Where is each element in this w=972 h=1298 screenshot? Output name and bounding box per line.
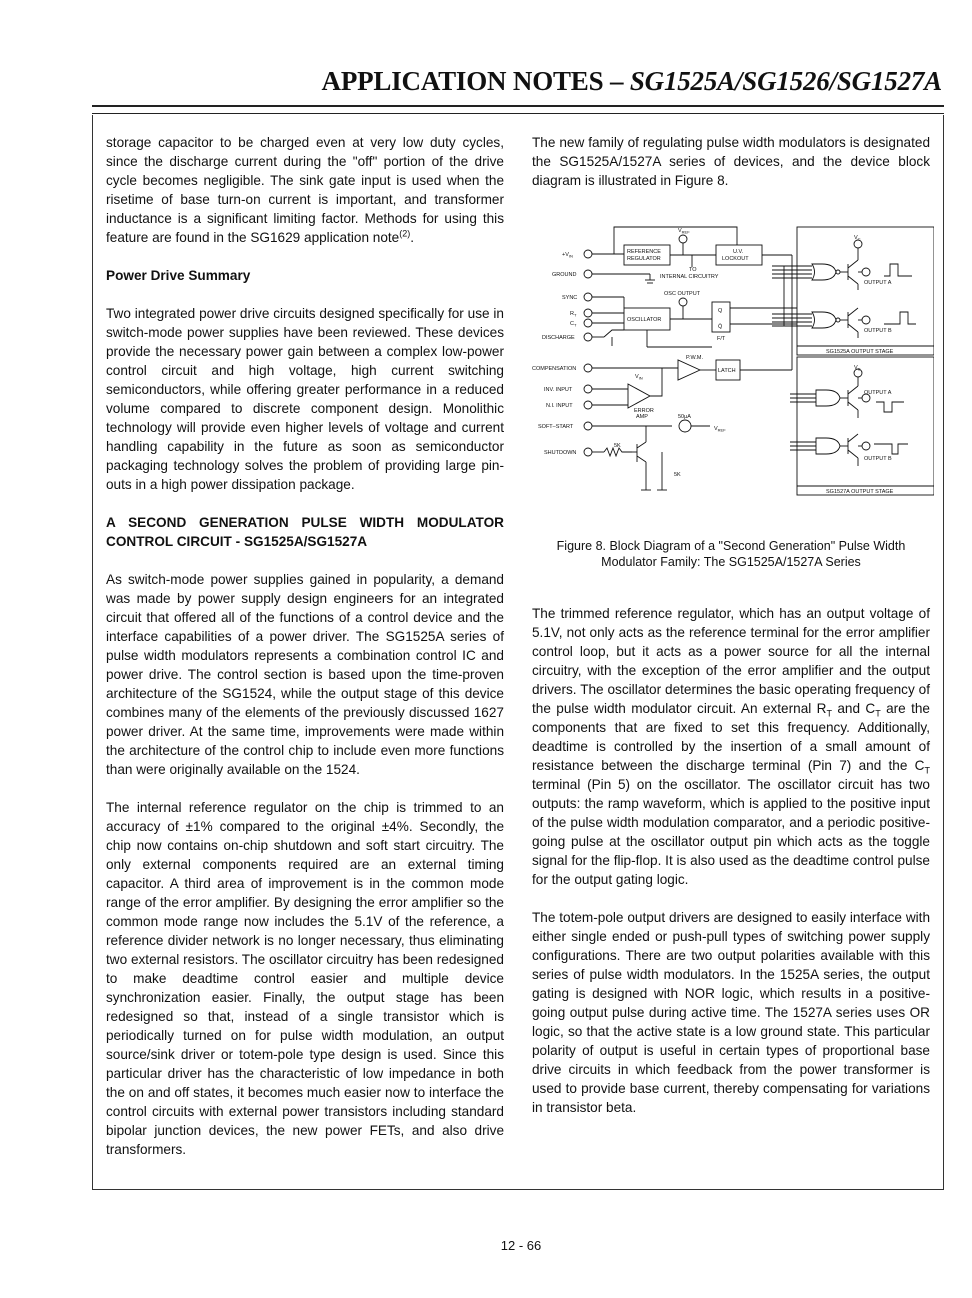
label-qbar: Q̄ — [718, 324, 723, 330]
label-q: Q — [718, 308, 723, 314]
label-lockout: LOCKOUT — [722, 256, 749, 262]
label-discharge: DISCHARGE — [542, 335, 575, 341]
label-vin: $+V_{IN}$ — [562, 252, 573, 259]
right-column — [532, 133, 930, 190]
heading-second-generation: A SECOND GENERATION PULSE WIDTH MODULATOR CONTROL CIRCUIT - SG1525A/SG1527A — [106, 515, 504, 549]
label-compensation: COMPENSATION — [532, 366, 577, 372]
header-part-numbers: SG1525A/SG1526/SG1527A — [629, 66, 942, 96]
label-ct: $C_T$ — [570, 321, 577, 328]
label-oscillator: OSCILLATOR — [627, 317, 662, 323]
label-inv-input: INV. INPUT — [544, 387, 573, 393]
label-vc-a: $V_C$ — [854, 235, 861, 242]
header-rule-thick — [92, 105, 944, 107]
label-internal-circuitry: INTERNAL CIRCUITRY — [660, 274, 719, 280]
label-osc-output: OSC OUTPUT — [664, 291, 701, 297]
label-error: ERROR — [634, 408, 654, 414]
block-diagram-svg — [532, 222, 934, 498]
heading-power-drive-summary: Power Drive Summary — [106, 268, 251, 283]
paragraph-text: storage capacitor to be charged even at very low duty cycles, since the discharge current during the "off" portion of the drive cycle becomes negligible. The sink gate input is used when the risetime of base turn-on current is important, and transformer inductance is a significant limiting factor. Methods for using this feature are found in the SG1629 application note — [106, 135, 504, 245]
label-sync: SYNC — [562, 295, 578, 301]
label-shutdown: SHUTDOWN — [544, 450, 577, 456]
figure-caption: Figure 8. Block Diagram of a "Second Generation" Pulse Width Modulator Family: The SG1525A/1527A Series — [556, 539, 906, 569]
paragraph-end: . — [410, 230, 415, 245]
reference-superscript: (2) — [399, 228, 411, 239]
label-ft: F/T — [717, 336, 726, 342]
header-rule-thin — [92, 113, 944, 114]
label-output-b-1527: OUTPUT B — [864, 456, 892, 462]
label-rt: $R_T$ — [570, 311, 577, 318]
label-soft-start: SOFT–START — [538, 424, 574, 430]
label-ni-input: N.I. INPUT — [546, 403, 573, 409]
label-amp: AMP — [636, 414, 648, 420]
block-diagram — [532, 222, 934, 498]
label-uv: U.V. — [733, 249, 744, 255]
left-column — [106, 133, 504, 1159]
paragraph-power-drive: Two integrated power drive circuits designed specifically for use in switch-mode power supplies have been reviewed. These devices provide the necessary power gain between a complex low-power control circuit and high voltage, high current switching semiconductors, while offering greater performance in a reduced volume compared to discrete component design. Monolithic technology will provide even higher levels of voltage and current handling capability in the future as soon as semiconductor packaging technology solves the problem of providing large pin-outs in a high power dissipation package. — [106, 306, 504, 492]
label-resistor-5k-b: 5K — [674, 472, 681, 478]
label-stage-1525: SG1525A OUTPUT STAGE — [826, 349, 894, 355]
label-ground: GROUND — [552, 272, 577, 278]
paragraph-totem-pole: The totem-pole output drivers are designed to easily interface with either single ended or push-pull types of switching power supply configurations. There are two output polarities available with this series of pulse width modulators. In the 1525A series, the output gating is designed with NOR logic, which results in a positive-going output pulse during active time. The 1527A series uses OR logic, so that the active state is a low ground state. This particular polarity of output is useful in certain types of proportional base drive circuits in which feedback from the power transformer is used to provide base current, thereby compensating for variations in transistor beta. — [532, 910, 930, 1115]
label-vref-ss: $V_{REF}$ — [714, 426, 726, 433]
paragraph-trimmed-reference: The trimmed reference regulator, which has an output voltage of 5.1V, not only acts as the reference terminal for the error amplifier control loop, but it acts as a power source for all the internal circuitry, with the exception of the error amplifier and the output drivers. The oscillator determines the basic operating frequency of the pulse width modulator circuit. An external $R_T$ and $C_T$ are the components that are fixed to set this frequency. Additionally, deadtime is controlled by the insertion of a small amount of resistance between the discharge terminal (Pin 7) and the $C_T$ terminal (Pin 5) on the oscillator. The oscillator circuit has two outputs: the ramp waveform, which is applied to the positive input of the pulse width modulation comparator, and a periodic positive-going pulse at the oscillator output pin which acts as the toggle signal for the flip-flop. It is also used as the deadtime control pulse for the output gating logic. — [532, 606, 930, 887]
label-vc-b: $V_C$ — [854, 365, 861, 372]
page-header — [0, 66, 942, 97]
label-output-b-1525: OUTPUT B — [864, 328, 892, 334]
label-regulator: REGULATOR — [627, 256, 661, 262]
label-pwm: P.W.M. — [686, 355, 704, 361]
paragraph-reference-regulator: The internal reference regulator on the chip is trimmed to an accuracy of ±1% compared to the original ±4%. Secondly, the chip now contains on-chip shutdown and soft start circuitry. The only external components required are an external timing capacitor. A third area of improvement is in the common mode range of the error amplifier. By designing the error amplifier so the common mode range now includes the 5.1V of the reference, a reference divider network is no longer necessary, thus eliminating two external resistors. The oscillator circuitry has been redesigned to make deadtime control easier and multiple device synchronization easier. Finally, the output stage has been redesigned so that, instead of a single transistor which is periodically turned on for pulse width modulation, an output source/sink driver or totem-pole type design is used. Since this particular driver has the characteristic of low impedance in both the on and off states, it becomes much easier now to interface the control circuits with external power transistors including standard bipolar junction devices, the new power FETs, and also drive transformers. — [106, 800, 504, 1157]
label-output-a-1525: OUTPUT A — [864, 280, 892, 286]
label-output-a-1527: OUTPUT A — [864, 390, 892, 396]
label-latch: LATCH — [718, 368, 736, 374]
paragraph-new-family: The new family of regulating pulse width modulators is designated the SG1525A/1527A series of devices, and the device block diagram is illustrated in Figure 8. — [532, 135, 930, 188]
header-title: APPLICATION NOTES – — [321, 66, 630, 96]
label-stage-1527: SG1527A OUTPUT STAGE — [826, 489, 894, 495]
label-current-source: 50μA — [678, 414, 691, 420]
paragraph-continuation — [106, 133, 504, 247]
label-reference: REFERENCE — [627, 249, 661, 255]
label-vin-amp: $V_{IN}$ — [635, 374, 643, 381]
paragraph-switch-mode: As switch-mode power supplies gained in popularity, a demand was made by power supply design engineers for an integrated circuit that offered all of the functions of a control device and the interface capabilities of a power driver. The SG1525A series of pulse width modulators represents a combination control IC and power drive. The control section is based upon the time-proven architecture of the SG1524, while the output stage of this device combines many of the elements of the previously discussed 1627 power driver. At the same time, improvements were made within the architecture of the control chip to include even more functions than were originally available on the 1524. — [106, 572, 504, 777]
right-column-lower — [532, 604, 930, 1117]
label-vref-top: $V_{REF}$ — [678, 228, 690, 235]
page-number: 12 - 66 — [500, 1238, 542, 1253]
label-to: TO — [689, 267, 697, 273]
label-resistor-5k-a: 5K — [614, 443, 621, 449]
